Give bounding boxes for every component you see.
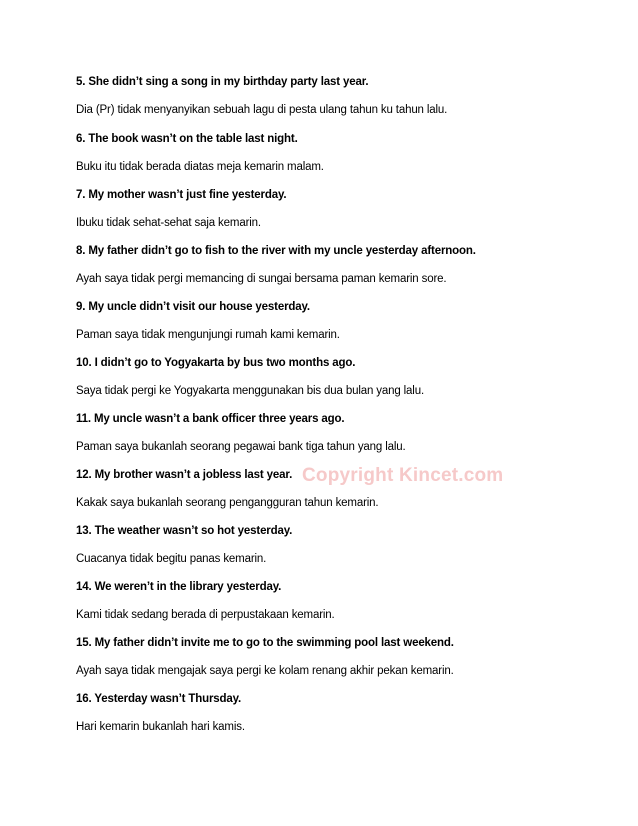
sentence-translation-9: Paman saya tidak mengunjungi rumah kami kemarin.	[76, 329, 340, 341]
sentence-translation-15: Ayah saya tidak mengajak saya pergi ke kolam renang akhir pekan kemarin.	[76, 665, 454, 677]
sentence-english-9: 9. My uncle didn’t visit our house yesterday.	[76, 301, 310, 313]
sentence-english-7: 7. My mother wasn’t just fine yesterday.	[76, 189, 287, 201]
sentence-english-13: 13. The weather wasn’t so hot yesterday.	[76, 525, 293, 537]
sentence-translation-11: Paman saya bukanlah seorang pegawai bank tiga tahun yang lalu.	[76, 441, 406, 453]
sentence-english-8: 8. My father didn’t go to fish to the river with my uncle yesterday afternoon.	[76, 245, 476, 257]
sentence-english-5: 5. She didn’t sing a song in my birthday party last year.	[76, 76, 369, 88]
sentence-english-14: 14. We weren’t in the library yesterday.	[76, 581, 282, 593]
sentence-english-16: 16. Yesterday wasn’t Thursday.	[76, 693, 242, 705]
sentence-translation-14: Kami tidak sedang berada di perpustakaan kemarin.	[76, 609, 335, 621]
sentence-translation-16: Hari kemarin bukanlah hari kamis.	[76, 721, 245, 733]
sentence-english-6: 6. The book wasn’t on the table last night.	[76, 133, 298, 145]
sentence-translation-5: Dia (Pr) tidak menyanyikan sebuah lagu di pesta ulang tahun ku tahun lalu.	[76, 104, 448, 116]
sentence-translation-8: Ayah saya tidak pergi memancing di sungai bersama paman kemarin sore.	[76, 273, 447, 285]
sentence-english-11: 11. My uncle wasn’t a bank officer three years ago.	[76, 413, 345, 425]
sentence-translation-12: Kakak saya bukanlah seorang pengangguran tahun kemarin.	[76, 497, 379, 509]
sentence-translation-6: Buku itu tidak berada diatas meja kemarin malam.	[76, 161, 324, 173]
sentence-translation-10: Saya tidak pergi ke Yogyakarta menggunakan bis dua bulan yang lalu.	[76, 385, 424, 397]
sentence-translation-7: Ibuku tidak sehat-sehat saja kemarin.	[76, 217, 261, 229]
sentence-english-12: 12. My brother wasn’t a jobless last year.	[76, 469, 293, 481]
sentence-english-15: 15. My father didn’t invite me to go to the swimming pool last weekend.	[76, 637, 454, 649]
copyright-watermark: Copyright Kincet.com	[302, 465, 504, 486]
sentence-english-10: 10. I didn’t go to Yogyakarta by bus two months ago.	[76, 357, 356, 369]
sentence-translation-13: Cuacanya tidak begitu panas kemarin.	[76, 553, 267, 565]
